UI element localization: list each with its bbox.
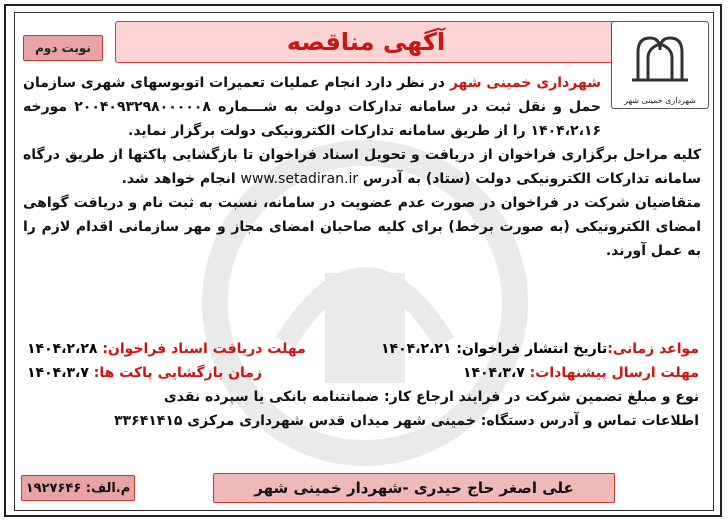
round-badge: نوبت دوم: [23, 35, 103, 61]
paragraph-procedure: [23, 143, 701, 191]
submit-value: ۱۴۰۴،۳،۷: [462, 365, 525, 381]
procedure-text: کلیه مراحل برگزاری فراخوان از دریافت و تحویل اسناد فراخوان تا بازگشایی پاکتها از طریق درگاه سامانه تدارکات الکترونیکی دولت (ستاد) به آدرس: [23, 147, 701, 187]
contact-line: اطلاعات تماس و آدرس دستگاه: خمینی شهر میدان قدس شهرداری مرکزی ۳۳۶۴۱۴۱۵: [114, 413, 699, 429]
submit-deadline: [463, 361, 699, 385]
signatory-banner: علی اصغر حاج حیدری -شهردار خمینی شهر: [213, 473, 615, 503]
paragraph-registration: متقاضیان شرکت در فراخوان در صورت عدم عضویت در سامانه، نسبت به ثبت نام و دریافت گواهی امضای الکترونیکی (به صورت برخط) برای کلیه صاحبان امضای مجاز و مهر سازمانی اقدام لازم را به عمل آورند.: [23, 195, 701, 259]
schedule-row-1: [27, 337, 699, 361]
reference-code-badge: م.الف: ۱۹۲۷۶۴۶: [21, 475, 135, 501]
submit-label: مهلت ارسال پیشنهادات:: [524, 365, 699, 381]
publish-date: [381, 337, 699, 361]
docs-deadline-label: مهلت دریافت اسناد فراخوان:: [97, 341, 306, 357]
procedure-text-end: انجام خواهد شد.: [121, 171, 241, 187]
organization-name: شهرداری خمینی شهر: [449, 75, 601, 91]
opening-value: ۱۴۰۴،۳،۷: [27, 365, 89, 381]
logo-caption: شهرداری خمینی شهر: [624, 96, 696, 105]
times-label: مواعد زمانی:: [607, 341, 699, 357]
opening-date: [27, 361, 262, 385]
opening-label: زمان بازگشایی پاکت ها:: [88, 365, 263, 381]
notice-frame: [4, 4, 722, 517]
setad-link[interactable]: www.setadiran.ir: [240, 171, 359, 187]
notice-body: [23, 71, 701, 263]
schedule-row-2: [27, 361, 699, 385]
paragraph-intro: [23, 71, 701, 143]
intro-text: در نظر دارد انجام عملیات تعمیرات اتوبوسهای شهری سازمان حمل و نقل ثبت در سامانه تدارکات دولت به شـــماره ۲۰۰۴۰۹۳۲۹۸۰۰۰۰۰۸ مورخه ۱۴۰۴،۲،۱۶ را از طریق سامانه تدارکات الکترونیکی دولت برگزار نماید.: [23, 75, 601, 139]
guarantee-line: نوع و مبلغ تضمین شرکت در فرایند ارجاع کار: ضمانتنامه بانکی یا سپرده نقدی: [163, 389, 699, 405]
docs-deadline-value: ۱۴۰۴،۲،۲۸: [27, 341, 98, 357]
page-title: آگهی مناقصه: [286, 28, 446, 56]
docs-deadline: [27, 337, 306, 361]
title-banner: [115, 21, 617, 63]
notice-inner-border: [14, 12, 714, 511]
publish-label: تاریخ انتشار فراخوان:: [451, 341, 608, 357]
schedule-section: [27, 337, 699, 385]
publish-value: ۱۴۰۴،۲،۲۱: [381, 341, 452, 357]
info-section: [27, 385, 699, 433]
